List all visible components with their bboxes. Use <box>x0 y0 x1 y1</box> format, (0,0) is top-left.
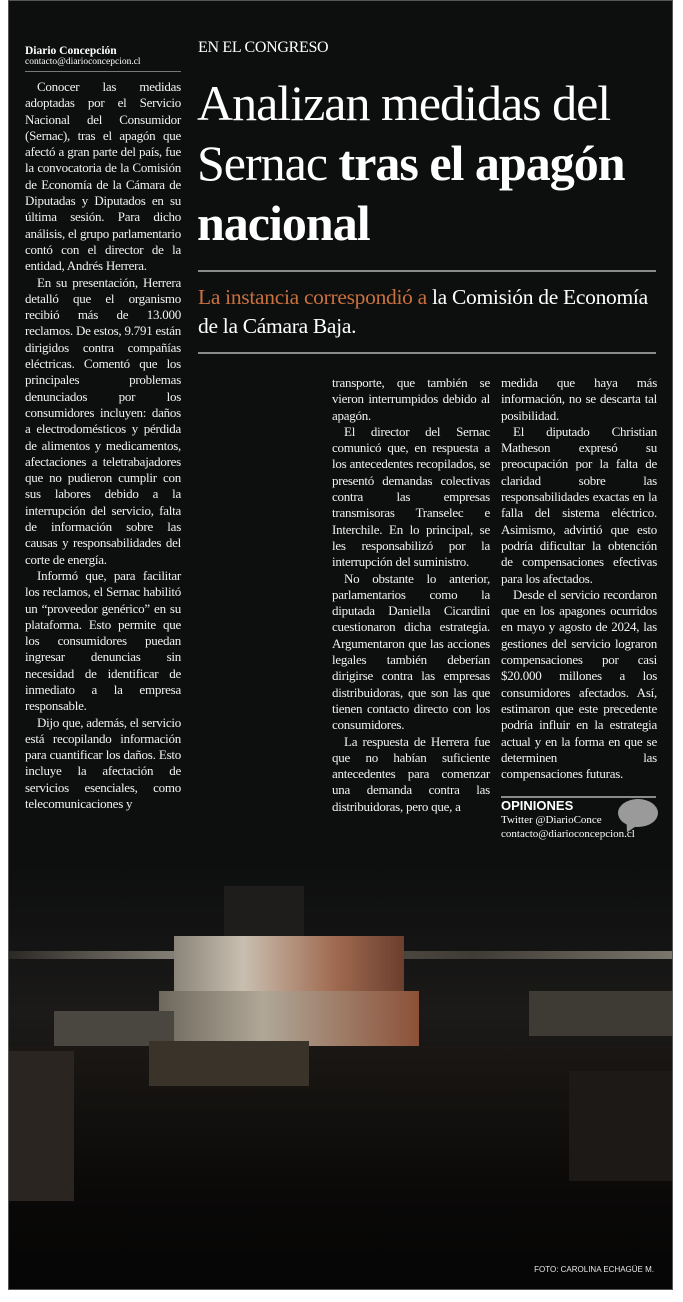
byline-name: Diario Concepción <box>25 45 117 57</box>
paragraph: El director del Sernac comunicó que, en respuesta a los antecedentes recopilados, se presentó demandas colectivas contra las empresas transmisoras Transelec e Interchile. En lo principal, se les responsabilizó por la interrupción del suministro. <box>332 423 490 570</box>
body-column-2 <box>332 375 490 815</box>
body-column-3 <box>501 375 657 782</box>
paragraph: transporte, que también se vieron interrumpidos debido al apagón. <box>332 375 490 423</box>
paragraph: Informó que, para facilitar los reclamos, el Sernac habilitó un “proveedor genérico” en su plataforma. Esto permite que los consumidores puedan ingresar denuncias sin necesidad de identificar de inmediato a la empresa responsable. <box>25 567 181 714</box>
paragraph: En su presentación, Herrera detalló que el organismo recibió más de 13.000 reclamos. De estos, 9.791 están dirigidos contra compañías eléctricas. Comentó que los principales problemas denunciados por los consumidores incluyen: daños a electrodomésticos y pérdida de alimentos y medicamentos, afectaciones a teletrabajadores que no pudieron cumplir con sus labores debido a la interrupción del servicio, falta de información sobre las causas y responsabilidades del corte de energía. <box>25 274 181 567</box>
speech-bubble-icon <box>618 799 658 827</box>
headline <box>197 73 667 253</box>
article-page <box>8 0 673 1290</box>
paragraph: Conocer las medidas adoptadas por el Servicio Nacional del Consumidor (Sernac), tras el apagón que afectó a gran parte del país, fue la convocatoria de la Comisión de Economía de la Cámara de Diputadas y Diputados en su última sesión. Para dicho análisis, el grupo parlamentario contó con el director de la entidad, Andrés Herrera. <box>25 79 181 274</box>
section-kicker: EN EL CONGRESO <box>198 39 329 56</box>
opinions-title: OPINIONES <box>501 798 574 813</box>
paragraph: medida que haya más información, no se descarta tal posibilidad. <box>501 375 657 423</box>
headline-regular: Analizan medidas del Sernac <box>197 75 611 191</box>
paragraph: Dijo que, además, el servicio está recopilando información para cuantificar los daños. Esto incluye la afectación de servicios esenciales, como telecomunicaciones y <box>25 714 181 812</box>
opinions-email[interactable]: contacto@diarioconcepcion.cl <box>501 828 635 840</box>
body-column-1 <box>25 79 181 812</box>
byline <box>25 45 181 72</box>
opinions-twitter[interactable]: Twitter @DiarioConce <box>501 814 602 826</box>
paragraph: Desde el servicio recordaron que en los apagones ocurridos en mayo y agosto de 2024, las gestiones del servicio lograron compensaciones por casi $20.000 millones a los consumidores afectados. Así, estimaron que este precedente podría influir en la estrategia actual y en la forma en que se determinen las compensaciones futuras. <box>501 586 657 782</box>
headline-bold: tras el apagón nacional <box>197 135 625 251</box>
byline-email[interactable]: contacto@diarioconcepcion.cl <box>25 57 141 67</box>
deck-rest: la Comisión de Economía de la Cámara Baja. <box>198 285 648 338</box>
divider <box>198 352 656 354</box>
paragraph: No obstante lo anterior, parlamentarios como la diputada Daniella Cicardini cuestionaron dicha estrategia. Argumentaron que las acciones legales también deberían dirigirse contra las empresas distribuidoras, que son las que tienen contacto directo con los consumidores. <box>332 570 490 733</box>
deck <box>198 283 656 341</box>
deck-accent: La instancia correspondió a <box>198 285 427 309</box>
photo-credit: FOTO: CAROLINA ECHAGÜE M. <box>534 1265 654 1274</box>
paragraph: La respuesta de Herrera fue que no habían suficiente antecedentes para comenzar una demanda contra las distribuidoras, pero que, a <box>332 733 490 814</box>
night-city-photo <box>9 861 673 1290</box>
paragraph: El diputado Christian Matheson expresó su preocupación por la falta de claridad sobre las responsabilidades exactas en la falla del sistema eléctrico. Asimismo, advirtió que esto podría dificultar la obtención de compensaciones efectivas para los afectados. <box>501 423 657 586</box>
divider <box>198 270 656 272</box>
